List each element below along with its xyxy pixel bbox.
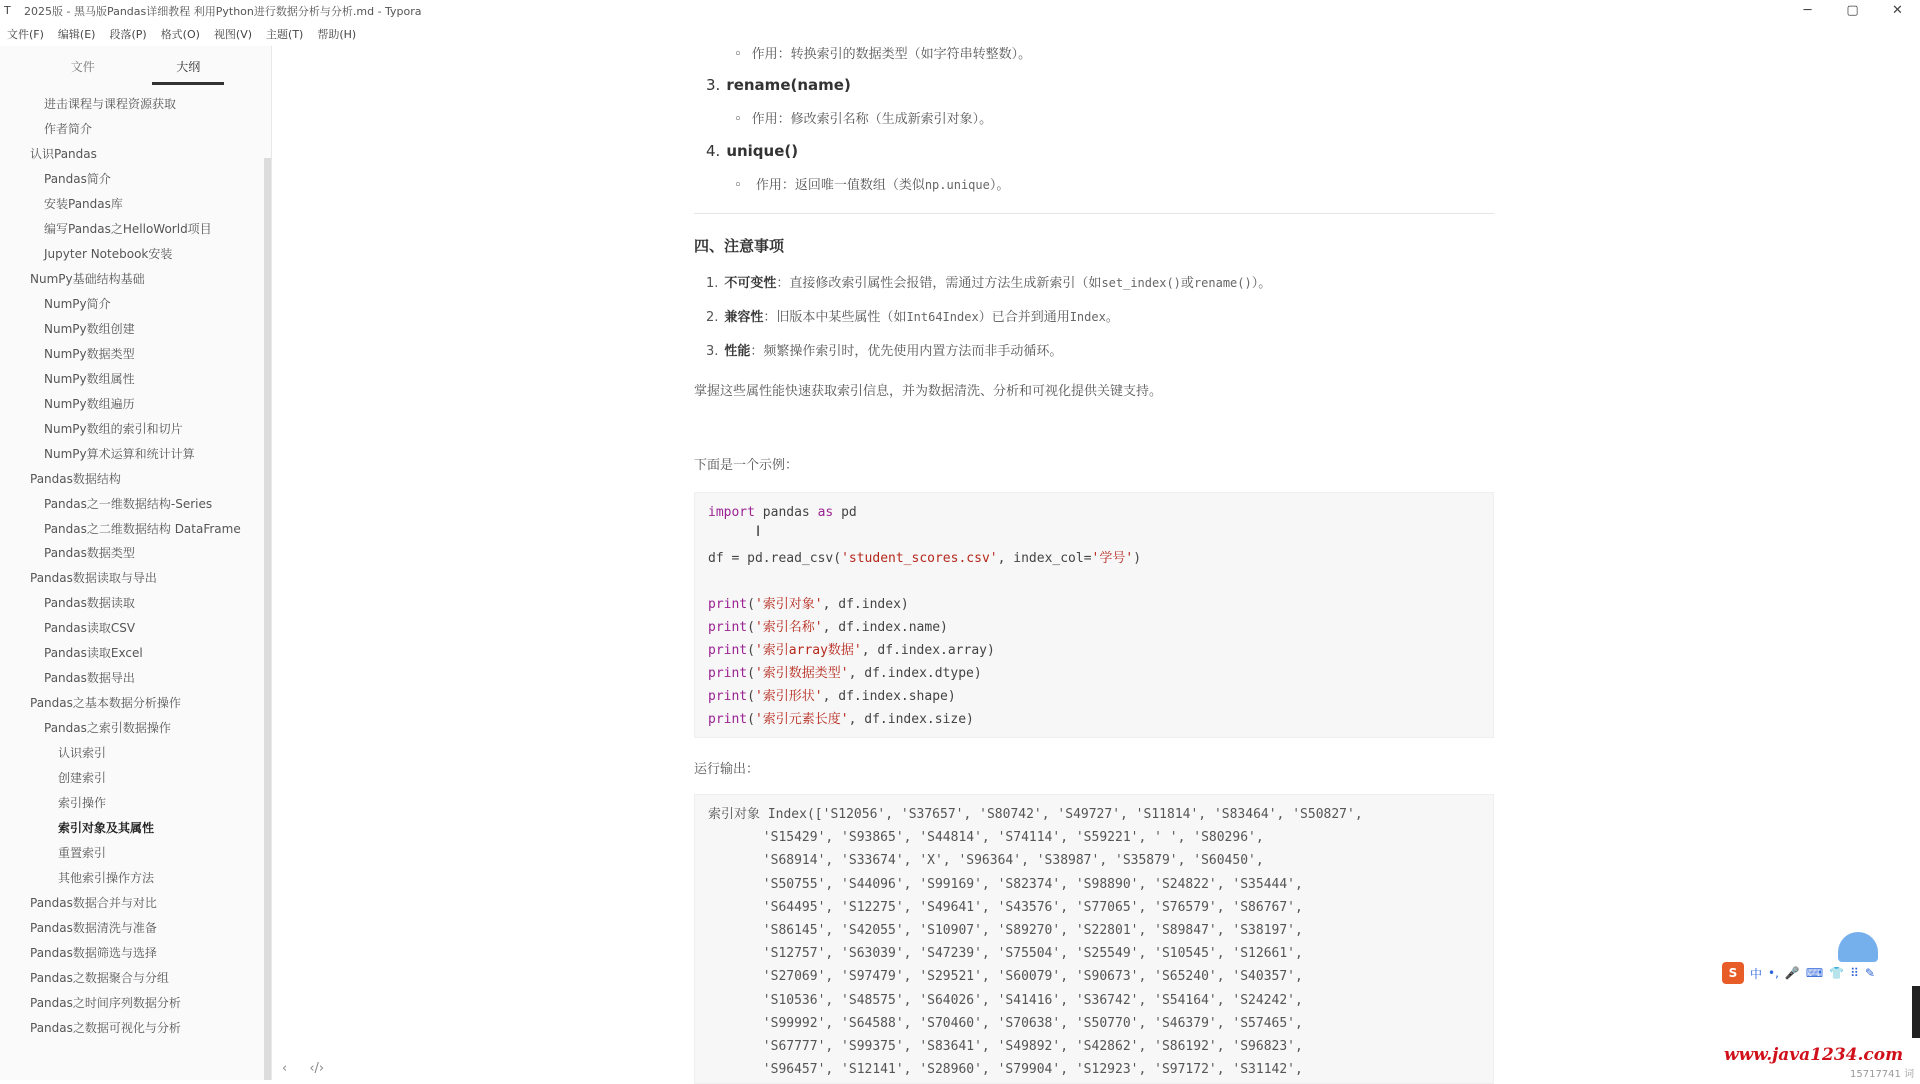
outline-item[interactable]: NumPy数组属性	[0, 367, 262, 392]
assistant-bubble-icon[interactable]	[1838, 932, 1878, 962]
typora-app-icon: T	[4, 4, 18, 18]
note-item: 1. 不可变性：直接修改索引属性会报错，需通过方法生成新索引（如set_index()或rename()）。	[706, 272, 1271, 291]
outline-item[interactable]: NumPy数组创建	[0, 317, 262, 342]
output-line: 'S27069', 'S97479', 'S29521', 'S60079', 'S90673', 'S65240', 'S40357',	[708, 965, 1480, 988]
outline-item[interactable]: 安装Pandas库	[0, 192, 262, 217]
ime-toolbox-icon[interactable]: ⠿	[1850, 966, 1859, 980]
example-intro: 下面是一个示例：	[694, 454, 798, 473]
code-block[interactable]	[694, 492, 1494, 738]
horizontal-rule	[694, 213, 1494, 214]
outline-item[interactable]: Pandas之时间序列数据分析	[0, 991, 262, 1016]
code-line: print('索引对象', df.index)	[708, 597, 909, 612]
sidebar-footer	[282, 1061, 342, 1076]
menu-view[interactable]: 视图(V)	[207, 26, 259, 42]
code-line: print('索引形状', df.index.shape)	[708, 689, 956, 704]
output-block[interactable]	[694, 794, 1494, 1084]
ime-keyboard-icon[interactable]: ⌨	[1806, 966, 1823, 980]
outline-item[interactable]: Pandas之基本数据分析操作	[0, 691, 262, 716]
menu-help[interactable]: 帮助(H)	[310, 26, 363, 42]
menu-file[interactable]: 文件(F)	[0, 26, 51, 42]
summary-paragraph: 掌握这些属性能快速获取索引信息，并为数据清洗、分析和可视化提供关键支持。	[694, 380, 1162, 399]
outline-item[interactable]: Pandas之数据聚合与分组	[0, 966, 262, 991]
code-line: print('索引名称', df.index.name)	[708, 620, 948, 635]
word-count[interactable]: 15717741 词	[1850, 1065, 1914, 1080]
outline-item[interactable]: 认识Pandas	[0, 142, 262, 167]
ime-punctuation-icon[interactable]: •,	[1768, 966, 1779, 980]
outline-item[interactable]: NumPy数组遍历	[0, 392, 262, 417]
ime-toolbar[interactable]	[1722, 960, 1875, 986]
section-heading: 四、注意事项	[694, 235, 784, 256]
list-item: ◦ 作用：修改索引名称（生成新索引对象）。	[734, 108, 992, 127]
output-label: 运行输出：	[694, 758, 759, 777]
outline-item[interactable]: 索引对象及其属性	[0, 816, 262, 841]
sidebar-scrollbar[interactable]	[264, 158, 272, 1080]
code-line: print('索引元素长度', df.index.size)	[708, 712, 974, 727]
outline-item[interactable]: 重置索引	[0, 841, 262, 866]
outline-item[interactable]: Pandas简介	[0, 167, 262, 192]
outline-item[interactable]: Pandas数据筛选与选择	[0, 941, 262, 966]
minimize-icon[interactable]: ─	[1785, 0, 1830, 22]
outline-item[interactable]: Pandas数据导出	[0, 666, 262, 691]
code-line: import pandas as pd	[708, 505, 857, 520]
outline-item[interactable]: Pandas数据合并与对比	[0, 891, 262, 916]
output-line: 'S86145', 'S42055', 'S10907', 'S89270', 'S22801', 'S89847', 'S38197',	[708, 919, 1480, 942]
output-line: 'S96457', 'S12141', 'S28960', 'S79904', 'S12923', 'S97172', 'S31142',	[708, 1058, 1480, 1081]
sogou-logo-icon[interactable]: S	[1722, 962, 1744, 984]
output-line: 'S64495', 'S12275', 'S49641', 'S43576', 'S77065', 'S76579', 'S86767',	[708, 896, 1480, 919]
text-cursor-icon: I	[756, 524, 760, 540]
outline-item[interactable]: Pandas数据读取与导出	[0, 566, 262, 591]
outline-item[interactable]: NumPy算术运算和统计计算	[0, 442, 262, 467]
tab-outline[interactable]: 大纲	[152, 50, 224, 83]
collapse-sidebar-icon[interactable]: ‹	[282, 1061, 287, 1076]
outline-item[interactable]: 进击课程与课程资源获取	[0, 92, 262, 117]
note-item: 2. 兼容性：旧版本中某些属性（如Int64Index）已合并到通用Index。	[706, 306, 1119, 325]
menu-theme[interactable]: 主题(T)	[259, 26, 310, 42]
note-item: 3. 性能：频繁操作索引时，优先使用内置方法而非手动循环。	[706, 340, 1062, 359]
output-line: 'S12757', 'S63039', 'S47239', 'S75504', 'S25549', 'S10545', 'S12661',	[708, 942, 1480, 965]
outline-item[interactable]: Pandas读取Excel	[0, 641, 262, 666]
outline-item[interactable]: 索引操作	[0, 791, 262, 816]
output-line: 'S67777', 'S99375', 'S83641', 'S49892', 'S42862', 'S86192', 'S96823',	[708, 1035, 1480, 1058]
output-line: 'S68914', 'S33674', 'X', 'S96364', 'S38987', 'S35879', 'S60450',	[708, 849, 1480, 872]
ime-handwrite-icon[interactable]: ✎	[1865, 966, 1875, 980]
window-controls	[1785, 0, 1920, 22]
outline-item[interactable]: Pandas数据结构	[0, 467, 262, 492]
outline-item[interactable]: Pandas读取CSV	[0, 616, 262, 641]
list-item: ◦ 作用：返回唯一值数组（类似np.unique）。	[734, 174, 1009, 193]
output-line: 索引对象 Index(['S12056', 'S37657', 'S80742', 'S49727', 'S11814', 'S83464', 'S50827',	[708, 803, 1480, 826]
ime-skin-icon[interactable]: 👕	[1829, 966, 1844, 980]
maximize-icon[interactable]: ▢	[1830, 0, 1875, 22]
outline-tree	[0, 92, 262, 1041]
code-line: print('索引array数据', df.index.array)	[708, 643, 995, 658]
outline-item[interactable]: NumPy数组的索引和切片	[0, 417, 262, 442]
output-line: 'S50755', 'S44096', 'S99169', 'S82374', 'S98890', 'S24822', 'S35444',	[708, 873, 1480, 896]
outline-item[interactable]: 其他索引操作方法	[0, 866, 262, 891]
outline-item[interactable]: Pandas数据读取	[0, 591, 262, 616]
outline-item[interactable]: 认识索引	[0, 741, 262, 766]
sidebar-tabs	[0, 46, 271, 86]
method-heading: 3. rename(name)	[706, 76, 851, 94]
outline-item[interactable]: Jupyter Notebook安装	[0, 242, 262, 267]
outline-item[interactable]: NumPy数据类型	[0, 342, 262, 367]
window-titlebar	[0, 0, 1920, 22]
outline-item[interactable]: Pandas之数据可视化与分析	[0, 1016, 262, 1041]
outline-item[interactable]: Pandas数据类型	[0, 541, 262, 566]
watermark: www.java1234.com	[1724, 1045, 1903, 1065]
list-item: ◦ 作用：转换索引的数据类型（如字符串转整数）。	[734, 43, 1031, 62]
source-code-mode-icon[interactable]: ‹/›	[309, 1061, 324, 1076]
output-line: 'S99992', 'S64588', 'S70460', 'S70638', 'S50770', 'S46379', 'S57465',	[708, 1012, 1480, 1035]
menu-format[interactable]: 格式(O)	[154, 26, 207, 42]
outline-item[interactable]: Pandas数据清洗与准备	[0, 916, 262, 941]
outline-item[interactable]: 创建索引	[0, 766, 262, 791]
outline-item[interactable]: NumPy简介	[0, 292, 262, 317]
window-title: 2025版 - 黑马版Pandas详细教程 利用Python进行数据分析与分析.md - Typora	[24, 3, 1785, 19]
menu-edit[interactable]: 编辑(E)	[51, 26, 103, 42]
outline-item[interactable]: 编写Pandas之HelloWorld项目	[0, 217, 262, 242]
method-heading: 4. unique()	[706, 142, 798, 160]
edge-widget	[1912, 986, 1920, 1038]
code-line: df = pd.read_csv('student_scores.csv', index_col='学号')	[708, 551, 1141, 566]
outline-item[interactable]: Pandas之索引数据操作	[0, 716, 262, 741]
close-icon[interactable]: ✕	[1875, 0, 1920, 22]
output-line: 'S15429', 'S93865', 'S44814', 'S74114', 'S59221', ' ', 'S80296',	[708, 826, 1480, 849]
code-line: print('索引数据类型', df.index.dtype)	[708, 666, 982, 681]
outline-item[interactable]: Pandas之二维数据结构 DataFrame	[0, 517, 262, 541]
sidebar	[0, 46, 272, 1080]
outline-item[interactable]: Pandas之一维数据结构-Series	[0, 492, 262, 517]
outline-item[interactable]: 作者简介	[0, 117, 262, 142]
output-line: 'S10536', 'S48575', 'S64026', 'S41416', 'S36742', 'S54164', 'S24242',	[708, 989, 1480, 1012]
outline-item[interactable]: NumPy基础结构基础	[0, 267, 262, 292]
ime-voice-icon[interactable]: 🎤	[1785, 966, 1800, 980]
menu-paragraph[interactable]: 段落(P)	[102, 26, 153, 42]
ime-chinese-icon[interactable]: 中	[1750, 965, 1762, 982]
tab-files[interactable]: 文件	[47, 50, 119, 83]
